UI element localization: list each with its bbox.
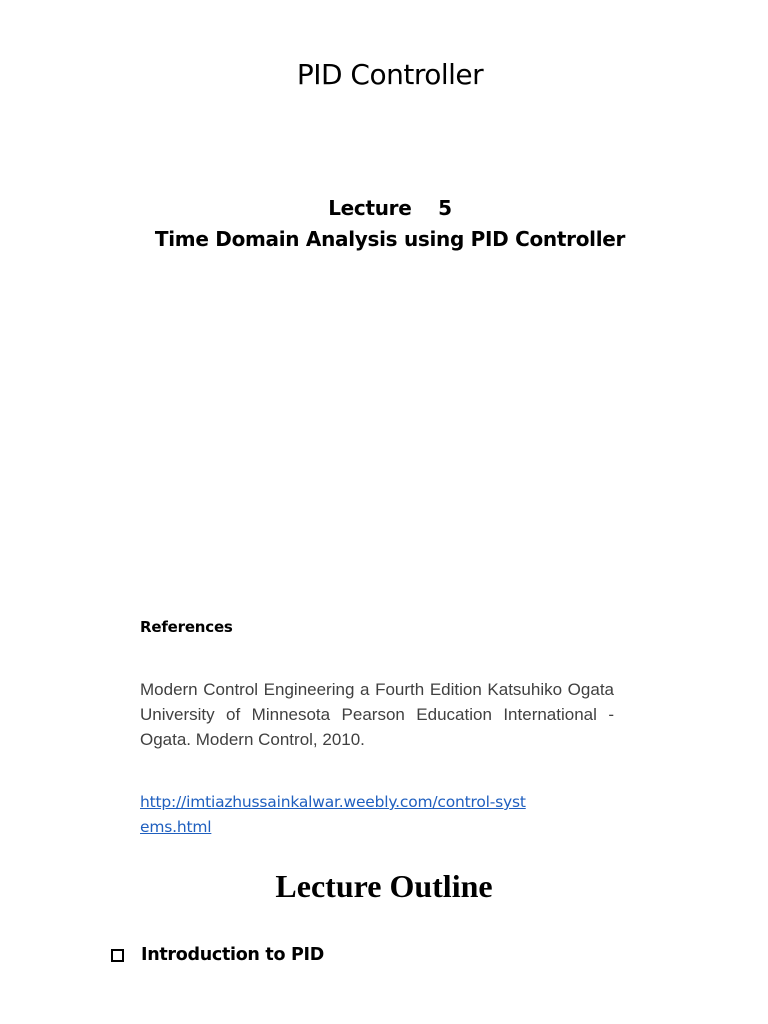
reference-book: Modern Control Engineering a Fourth Edition Katsuhiko Ogata University of Minnesota Pearson Education International - Ogata. Modern Control, 2010. [140,680,614,749]
outline-item-label: Introduction to PID [141,945,324,965]
lecture-heading [0,193,768,255]
references-heading: References [140,618,233,636]
reference-link[interactable]: http://imtiazhussainkalwar.weebly.com/control-systems.html [140,793,526,836]
lecture-number: Lecture 5 [328,196,452,220]
outline-item [111,945,324,965]
document-title: PID Controller [296,58,484,91]
checkbox-bullet-icon [111,949,124,962]
outline-heading: Lecture Outline [275,868,493,904]
lecture-subtitle: Time Domain Analysis using PID Controller [154,227,626,251]
